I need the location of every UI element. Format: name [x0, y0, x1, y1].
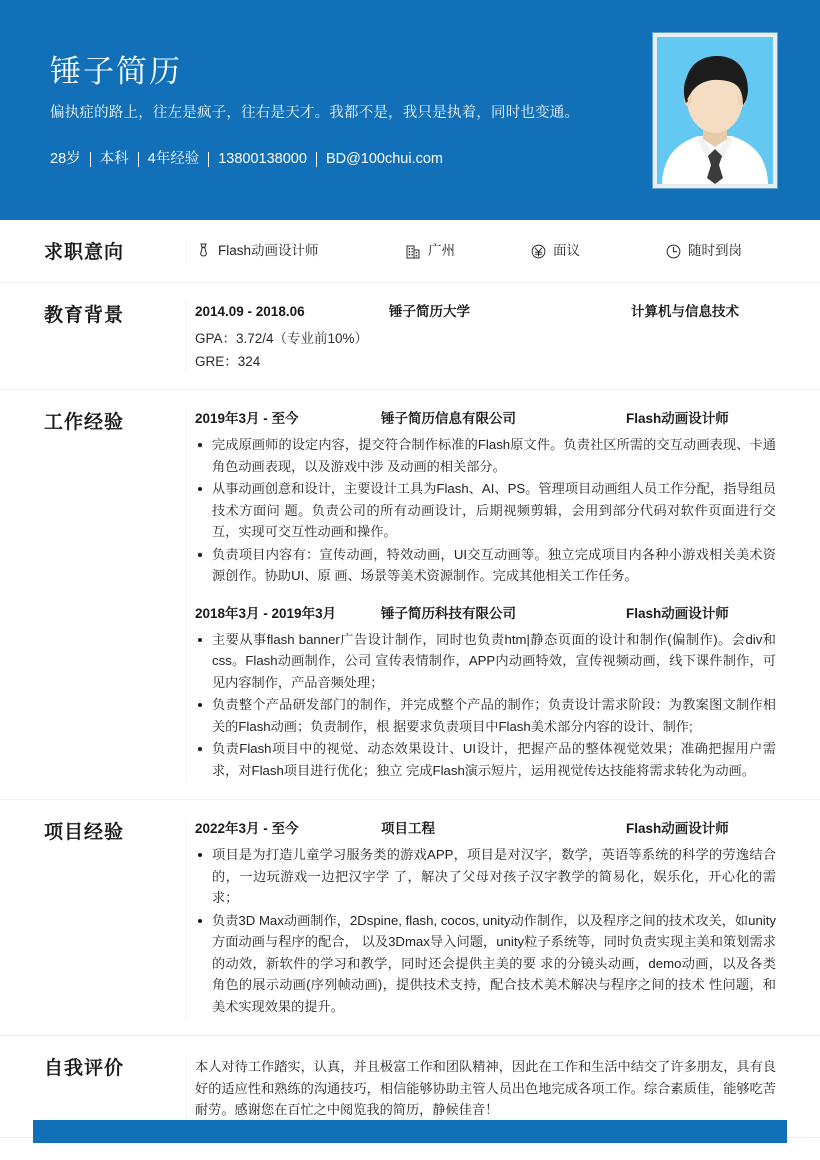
footer-accent-bar — [33, 1120, 787, 1143]
work-entry-date: 2018年3月 - 2019年3月 — [195, 605, 337, 621]
project-entry-name: 项目工程 — [381, 821, 435, 836]
contact-experience: 4年经验 — [147, 151, 200, 167]
work-entry-role: Flash动画设计师 — [626, 411, 729, 426]
section-job-intention — [0, 220, 820, 283]
intent-availability-text: 随时到岗 — [688, 243, 742, 258]
work-entry — [195, 603, 776, 782]
section-label-job-intention: 求职意向 — [44, 242, 125, 263]
project-experience-content — [186, 818, 776, 1019]
work-entry — [195, 408, 776, 587]
work-experience-content — [186, 408, 776, 783]
intent-position-text: Flash动画设计师 — [218, 243, 319, 258]
work-entry-role: Flash动画设计师 — [626, 605, 729, 621]
work-entry-date: 2019年3月 - 至今 — [195, 411, 299, 426]
education-gre: GRE：324 — [195, 354, 261, 369]
intent-item-availability — [665, 241, 742, 261]
education-gpa: GPA：3.72/4（专业前10%） — [195, 331, 369, 346]
yen-icon — [530, 243, 546, 260]
intent-item-city — [405, 241, 530, 261]
resume-header — [0, 0, 820, 220]
list-item: 从事动画创意和设计，主要设计工具为Flash、AI、PS。管理项目动画组人员工作分配，指导组员技术方面问 题。负责公司的所有动画设计，后期视频剪辑，会用到部分代码对软件页面进行交互，实现可交互性动画和操作。 — [195, 478, 776, 543]
work-entry-header — [195, 408, 776, 430]
intent-item-salary — [530, 241, 665, 261]
job-intention-content — [186, 238, 776, 266]
avatar-photo — [657, 37, 773, 184]
intent-city-text: 广州 — [428, 243, 455, 258]
section-label-work-experience: 工作经验 — [44, 412, 125, 433]
work-entry-header — [195, 603, 776, 625]
clock-icon — [665, 243, 681, 260]
contact-email: BD@100chui.com — [325, 151, 444, 167]
list-item: 主要从事flash banner广告设计制作，同时也负责htm|静态页面的设计和制作(偏制作)。会div和css。Flash动画制作，公司 宣传表情制作，APP内动画特效，宣传视频动画，线下课件制作，可见内容制作，产品音频处理； — [195, 629, 776, 694]
list-item: 负责项目内容有：宣传动画，特效动画，UI交互动画等。独立完成项目内各种小游戏相关美术资源创作。协助UI、原 画、场景等美术资源制作。完成其他相关工作任务。 — [195, 544, 776, 587]
building-icon — [405, 243, 421, 260]
list-item: 项目是为打造儿童学习服务类的游戏APP，项目是对汉字，数学，英语等系统的科学的劳逸结合的，一边玩游戏一边把汉字学 了，解决了父母对孩子汉字教学的简易化，娱乐化，开心化的需求； — [195, 844, 776, 909]
contact-row — [50, 149, 630, 169]
work-entry-bullets — [195, 434, 776, 587]
section-label-self-evaluation: 自我评价 — [44, 1058, 125, 1079]
person-photo-icon — [657, 37, 773, 184]
tie-icon — [195, 243, 211, 260]
section-label-education: 教育背景 — [44, 305, 125, 326]
contact-divider — [90, 152, 91, 167]
contact-education: 本科 — [99, 151, 129, 167]
education-content — [186, 301, 776, 373]
job-intention-row — [195, 238, 776, 261]
header-text-block — [50, 52, 630, 169]
section-label-project-experience: 项目经验 — [44, 822, 125, 843]
contact-divider — [316, 152, 317, 167]
section-education — [0, 283, 820, 390]
header-tagline: 偏执症的路上，往左是疯子，往右是天才。我都不是，我只是执着，同时也变通。 — [50, 105, 580, 121]
project-entry-date: 2022年3月 - 至今 — [195, 821, 299, 836]
contact-divider — [138, 152, 139, 167]
project-entry — [195, 818, 776, 1017]
intent-salary-text: 面议 — [553, 243, 580, 258]
page-title: 锤子简历 — [50, 54, 182, 89]
education-date: 2014.09 - 2018.06 — [195, 304, 305, 319]
contact-divider — [208, 152, 209, 167]
intent-item-position — [195, 241, 405, 261]
work-entry-company: 锤子简历科技有限公司 — [381, 605, 516, 621]
self-evaluation-content — [186, 1054, 776, 1121]
project-entry-header — [195, 818, 776, 840]
list-item: 负责Flash项目中的视觉、动态效果设计、UI设计，把握产品的整体视觉效果；准确把握用户需求，对Flash项目进行优化；独立 完成Flash演示短片，运用视觉传达技能将需求转化为动画。 — [195, 738, 776, 781]
self-evaluation-text: 本人对待工作踏实，认真，并且极富工作和团队精神，因此在工作和生活中结交了许多朋友，具有良好的适应性和熟练的沟通技巧，相信能够协助主管人员出色地完成各项工作。综合素质佳，能够吃苦耐劳。感谢您在百忙之中阅览我的简历，静候佳音！ — [195, 1059, 776, 1117]
contact-phone: 13800138000 — [218, 151, 307, 167]
education-major: 计算机与信息技术 — [631, 304, 739, 319]
section-work-experience — [0, 390, 820, 800]
education-header-row — [195, 301, 776, 323]
work-entry-bullets — [195, 629, 776, 782]
education-school: 锤子简历大学 — [389, 304, 470, 319]
work-entry-company: 锤子简历信息有限公司 — [381, 411, 516, 426]
resume-body — [0, 220, 820, 1138]
list-item: 负责整个产品研发部门的制作，并完成整个产品的制作；负责设计需求阶段：为教案图文制作相关的Flash动画；负责制作，根 据要求负责项目中Flash美术部分内容的设计、制作; — [195, 694, 776, 737]
section-project-experience — [0, 800, 820, 1036]
avatar — [653, 33, 777, 188]
contact-age: 28岁 — [50, 151, 81, 167]
project-entry-role: Flash动画设计师 — [626, 821, 729, 836]
list-item: 完成原画师的设定内容，提交符合制作标准的Flash原文件。负责社区所需的交互动画表现、卡通角色动画表现，以及游戏中涉 及动画的相关部分。 — [195, 434, 776, 477]
project-entry-bullets — [195, 844, 776, 1017]
list-item: 负责3D Max动画制作，2Dspine, flash, cocos, unity动作制作，以及程序之间的技术攻关，如unity方面动画与程序的配合， 以及3Dmax导入问题，unity粒子系统等，同时负责实现主美和策划需求的动效，新软件的学习和教学，同时还会提供主美的要 求的分镜头动画，demo动画，以及各类角色的展示动画(序列帧动画)，提供技术支持，配合技术美术解决与程序之间的技术 性问题，和美术实现效果的提升。 — [195, 910, 776, 1018]
